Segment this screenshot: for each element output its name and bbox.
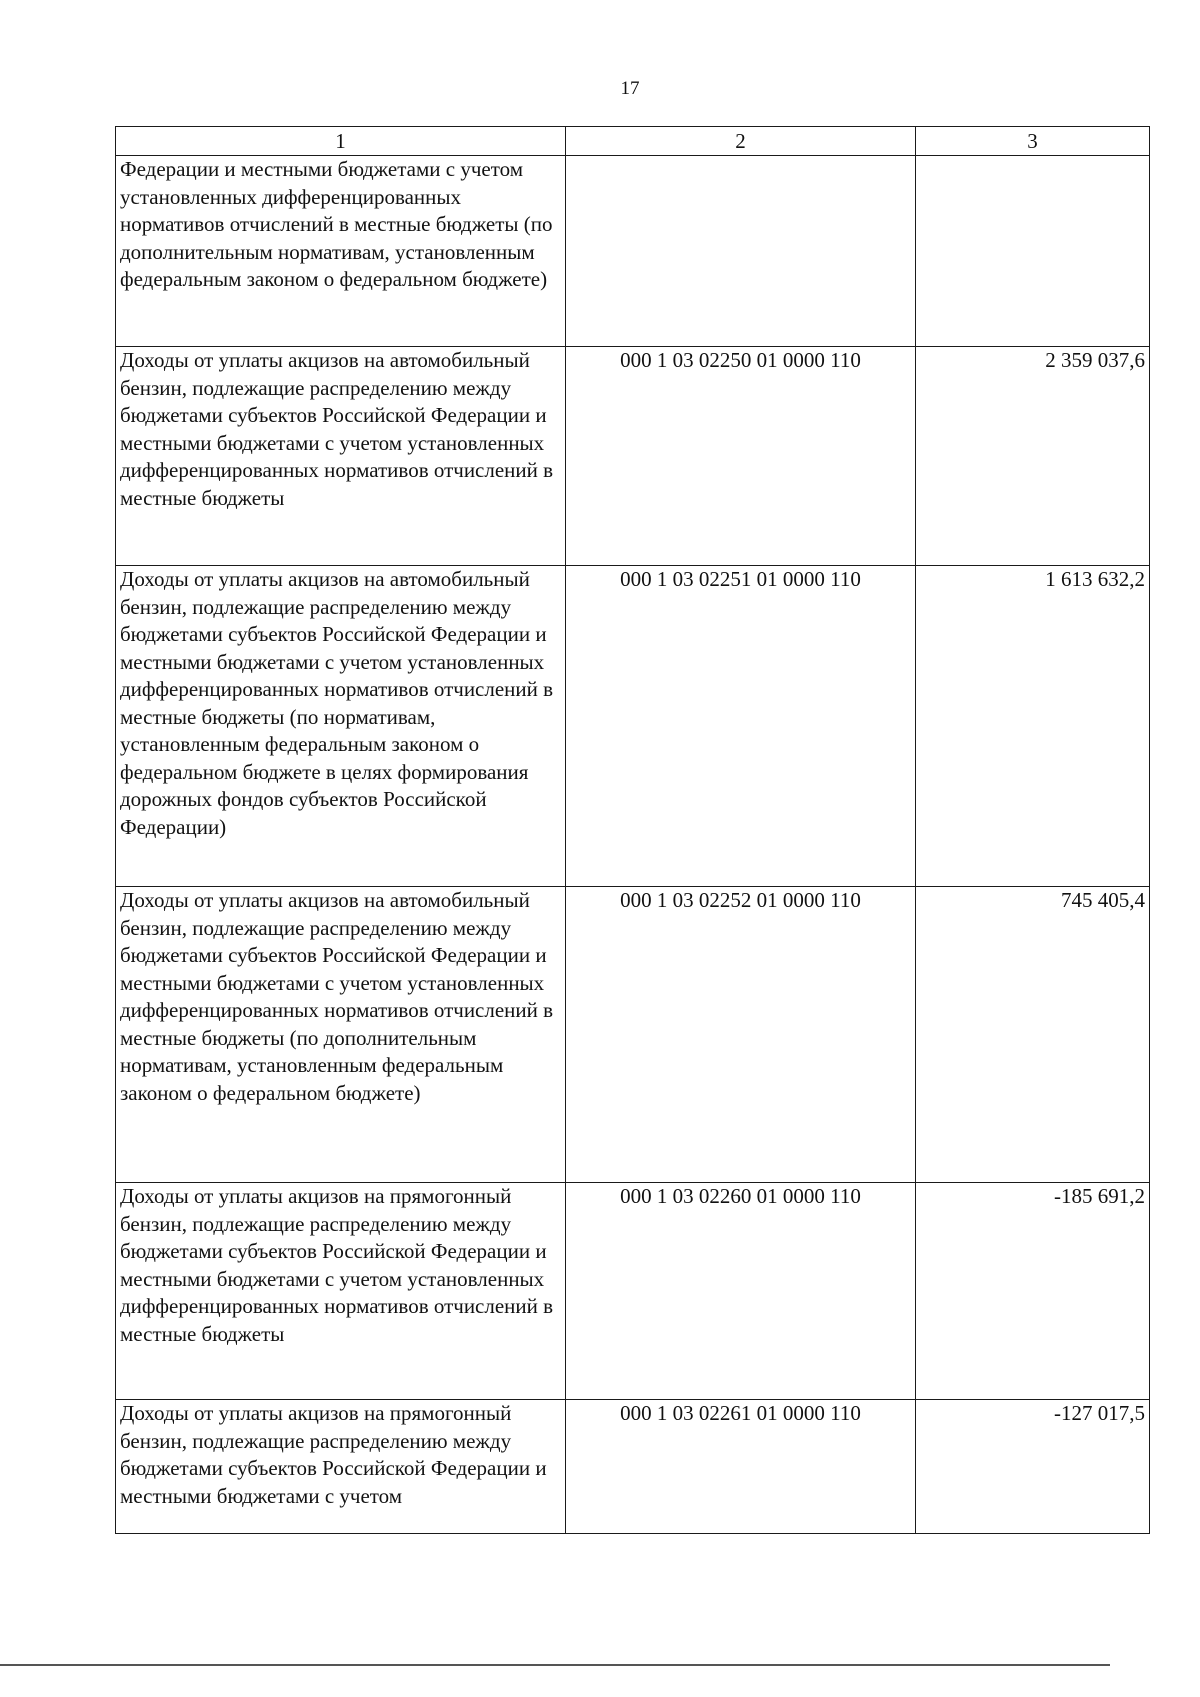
row-amount: 1 613 632,2 <box>916 566 1150 887</box>
table-row <box>116 566 1150 887</box>
row-description: Федерации и местными бюджетами с учетом установленных дифференцированных нормативов отчислений в местные бюджеты (по дополнительным нормативам, установленным федеральным законом о федеральном бюджете) <box>116 156 566 347</box>
row-code <box>566 156 916 347</box>
table-row <box>116 156 1150 347</box>
page-number: 17 <box>620 78 640 99</box>
row-amount <box>916 156 1150 347</box>
page-bottom-rule <box>0 1664 1110 1666</box>
row-description: Доходы от уплаты акцизов на автомобильный бензин, подлежащие распределению между бюджетами субъектов Российской Федерации и местными бюджетами с учетом установленных дифференцированных нормативов отчислений в местные бюджеты <box>116 347 566 566</box>
row-code: 000 1 03 02260 01 0000 110 <box>566 1183 916 1400</box>
row-amount: 745 405,4 <box>916 887 1150 1183</box>
row-description: Доходы от уплаты акцизов на автомобильный бензин, подлежащие распределению между бюджетами субъектов Российской Федерации и местными бюджетами с учетом установленных дифференцированных нормативов отчислений в местные бюджеты (по нормативам, установленным федеральным законом о федеральном бюджете в целях формирования дорожных фондов субъектов Российской Федерации) <box>116 566 566 887</box>
table-row <box>116 1183 1150 1400</box>
row-description: Доходы от уплаты акцизов на автомобильный бензин, подлежащие распределению между бюджетами субъектов Российской Федерации и местными бюджетами с учетом установленных дифференцированных нормативов отчислений в местные бюджеты (по дополнительным нормативам, установленным федеральным законом о федеральном бюджете) <box>116 887 566 1183</box>
row-amount: -185 691,2 <box>916 1183 1150 1400</box>
table-row <box>116 1400 1150 1534</box>
row-amount: 2 359 037,6 <box>916 347 1150 566</box>
column-header-2: 2 <box>566 127 916 156</box>
row-code: 000 1 03 02261 01 0000 110 <box>566 1400 916 1534</box>
revenue-table <box>115 126 1150 1534</box>
row-code: 000 1 03 02250 01 0000 110 <box>566 347 916 566</box>
table-header-row <box>116 127 1150 156</box>
column-header-3: 3 <box>916 127 1150 156</box>
row-description: Доходы от уплаты акцизов на прямогонный бензин, подлежащие распределению между бюджетами субъектов Российской Федерации и местными бюджетами с учетом <box>116 1400 566 1534</box>
table-row <box>116 887 1150 1183</box>
row-amount: -127 017,5 <box>916 1400 1150 1534</box>
table-row <box>116 347 1150 566</box>
row-code: 000 1 03 02252 01 0000 110 <box>566 887 916 1183</box>
row-description: Доходы от уплаты акцизов на прямогонный бензин, подлежащие распределению между бюджетами субъектов Российской Федерации и местными бюджетами с учетом установленных дифференцированных нормативов отчислений в местные бюджеты <box>116 1183 566 1400</box>
column-header-1: 1 <box>116 127 566 156</box>
row-code: 000 1 03 02251 01 0000 110 <box>566 566 916 887</box>
